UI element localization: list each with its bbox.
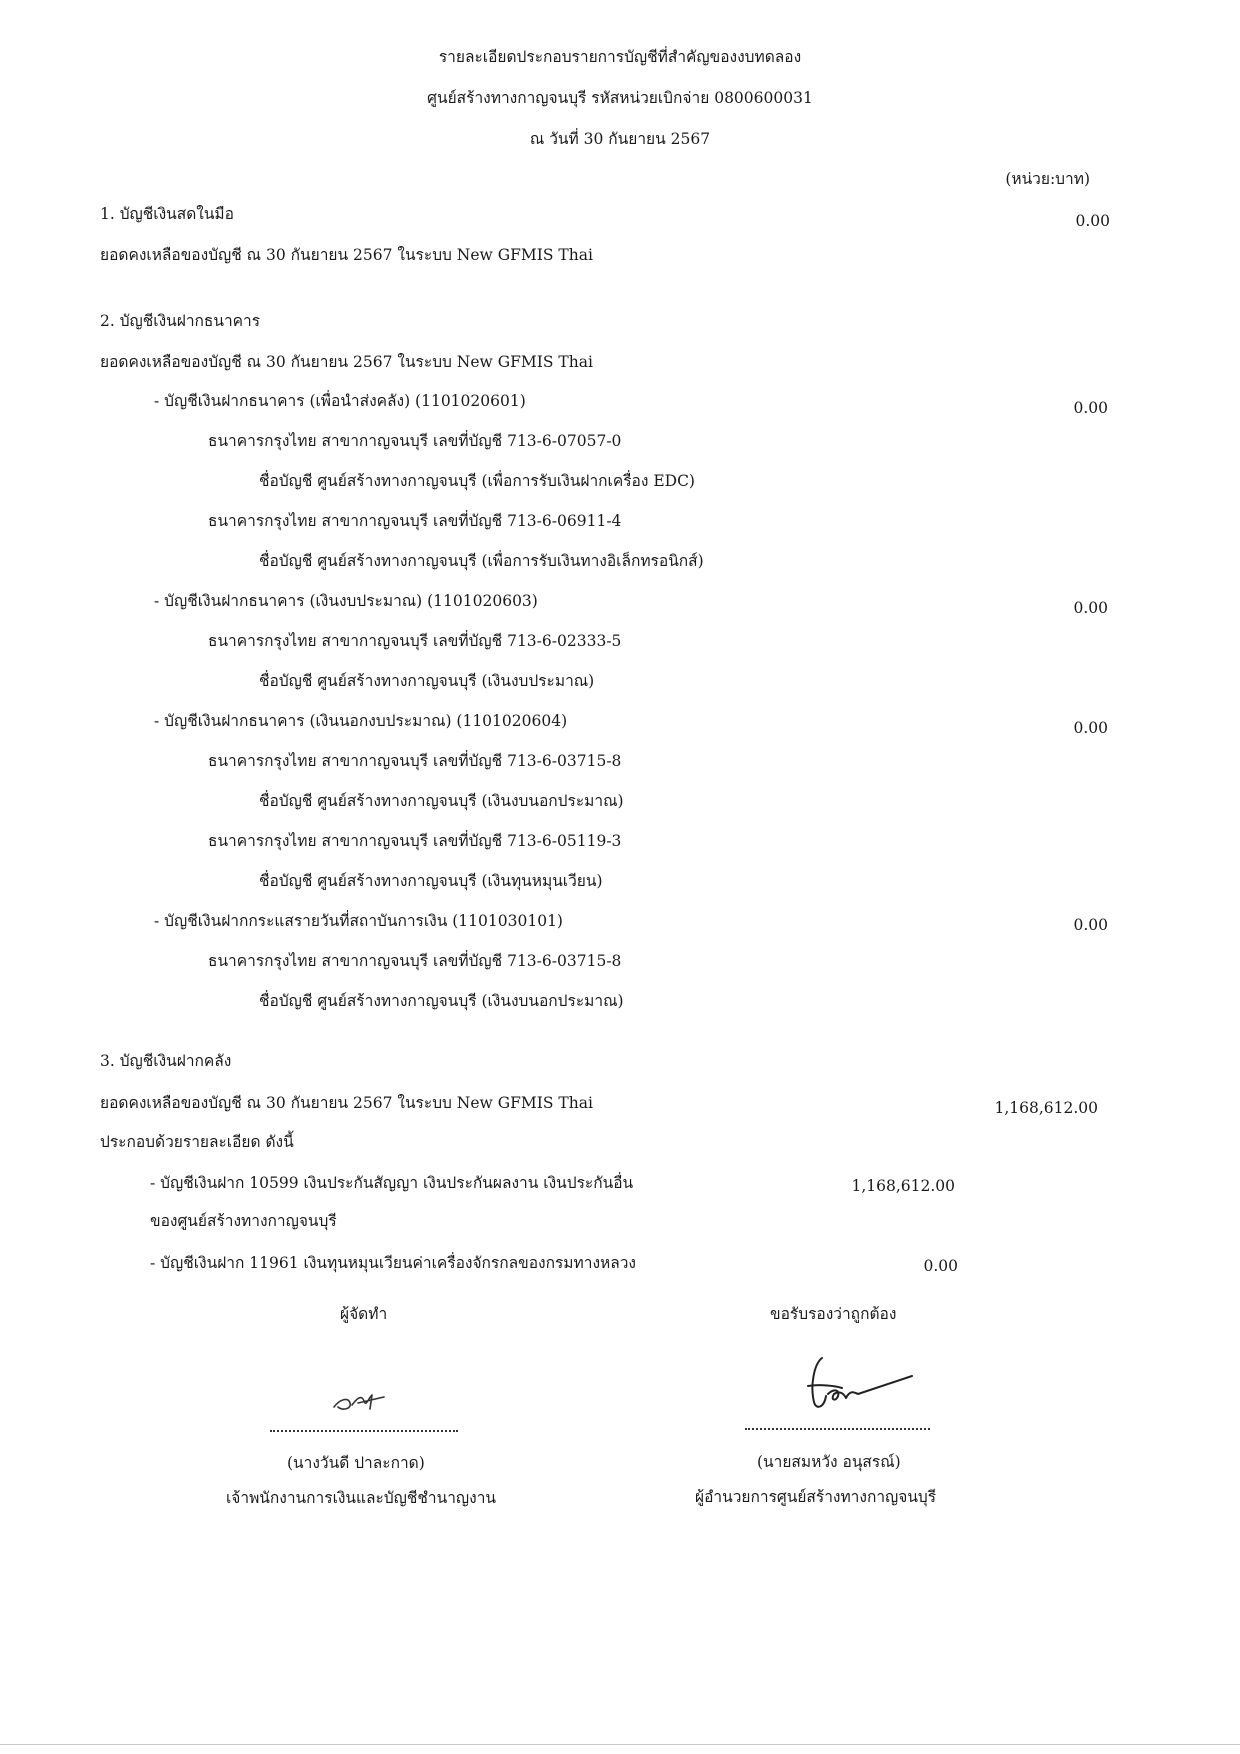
date-line: ณ วันที่ 30 กันยายน 2567 [529,130,711,148]
certifier-caption: ขอรับรองว่าถูกต้อง [770,1305,897,1323]
account-2-amount: 0.00 [1073,599,1108,617]
deposit-10599-amount: 1,168,612.00 [851,1177,955,1195]
account-1-amount: 0.00 [1073,399,1108,417]
account-3-label: - บัญชีเงินฝากธนาคาร (เงินนอกงบประมาณ) (1101020604) [154,712,568,730]
section-1-title: 1. บัญชีเงินสดในมือ [100,205,234,223]
account-2-bank-1: ธนาคารกรุงไทย สาขากาญจนบุรี เลขที่บัญชี 713-6-02333-5 [208,632,622,650]
deposit-11961-line: - บัญชีเงินฝาก 11961 เงินทุนหมุนเวียนค่าเครื่องจักรกลของกรมทางหลวง [150,1254,637,1272]
section-3-amount: 1,168,612.00 [994,1099,1098,1117]
deposit-10599-line-1: - บัญชีเงินฝาก 10599 เงินประกันสัญญา เงินประกันผลงาน เงินประกันอื่น [150,1174,634,1192]
account-1-name-1: ชื่อบัญชี ศูนย์สร้างทางกาญจนบุรี (เพื่อการรับเงินฝากเครื่อง EDC) [259,472,695,490]
account-4-amount: 0.00 [1073,916,1108,934]
account-3-amount: 0.00 [1073,719,1108,737]
section-2-title: 2. บัญชีเงินฝากธนาคาร [100,312,261,330]
certifier-position: ผู้อำนวยการศูนย์สร้างทางกาญจนบุรี [695,1488,937,1506]
preparer-name: (นางวันดี ปาละกาด) [287,1454,425,1472]
preparer-signature [328,1385,398,1421]
certifier-signature [780,1350,920,1414]
account-3-name-2: ชื่อบัญชี ศูนย์สร้างทางกาญจนบุรี (เงินทุนหมุนเวียน) [259,872,603,890]
preparer-caption: ผู้จัดทำ [340,1305,388,1323]
section-1-balance-line: ยอดคงเหลือของบัญชี ณ 30 กันยายน 2567 ในระบบ New GFMIS Thai [100,246,593,264]
section-3-balance-line: ยอดคงเหลือของบัญชี ณ 30 กันยายน 2567 ในระบบ New GFMIS Thai [100,1094,593,1112]
scan-edge [0,1744,1240,1745]
account-1-bank-1: ธนาคารกรุงไทย สาขากาญจนบุรี เลขที่บัญชี 713-6-07057-0 [208,432,622,450]
certifier-signature-line [745,1428,930,1430]
account-1-name-2: ชื่อบัญชี ศูนย์สร้างทางกาญจนบุรี (เพื่อการรับเงินทางอิเล็กทรอนิกส์) [259,552,704,570]
account-2-name-1: ชื่อบัญชี ศูนย์สร้างทางกาญจนบุรี (เงินงบประมาณ) [259,672,595,690]
deposit-10599-line-2: ของศูนย์สร้างทางกาญจนบุรี [150,1212,337,1230]
deposit-11961-amount: 0.00 [923,1257,958,1275]
document-title: รายละเอียดประกอบรายการบัญชีที่สำคัญของงบทดลอง [438,48,802,66]
section-1-amount: 0.00 [1075,212,1110,230]
organization-line: ศูนย์สร้างทางกาญจนบุรี รหัสหน่วยเบิกจ่าย 0800600031 [427,89,813,107]
account-3-name-1: ชื่อบัญชี ศูนย์สร้างทางกาญจนบุรี (เงินงบนอกประมาณ) [259,792,624,810]
account-2-label: - บัญชีเงินฝากธนาคาร (เงินงบประมาณ) (1101020603) [154,592,538,610]
certifier-name: (นายสมหวัง อนุสรณ์) [757,1453,901,1471]
account-4-bank-1: ธนาคารกรุงไทย สาขากาญจนบุรี เลขที่บัญชี 713-6-03715-8 [208,952,622,970]
account-4-name-1: ชื่อบัญชี ศูนย์สร้างทางกาญจนบุรี (เงินงบนอกประมาณ) [259,992,624,1010]
section-2-balance-line: ยอดคงเหลือของบัญชี ณ 30 กันยายน 2567 ในระบบ New GFMIS Thai [100,353,593,371]
section-3-detail-intro: ประกอบด้วยรายละเอียด ดังนี้ [100,1133,294,1151]
unit-label: (หน่วย:บาท) [1005,170,1090,188]
account-4-label: - บัญชีเงินฝากกระแสรายวันที่สถาบันการเงิน (1101030101) [154,912,563,930]
preparer-signature-line [270,1430,458,1432]
account-1-label: - บัญชีเงินฝากธนาคาร (เพื่อนำส่งคลัง) (1101020601) [154,392,526,410]
account-1-bank-2: ธนาคารกรุงไทย สาขากาญจนบุรี เลขที่บัญชี 713-6-06911-4 [208,512,622,530]
preparer-position: เจ้าพนักงานการเงินและบัญชีชำนาญงาน [226,1489,497,1507]
account-3-bank-1: ธนาคารกรุงไทย สาขากาญจนบุรี เลขที่บัญชี 713-6-03715-8 [208,752,622,770]
section-3-title: 3. บัญชีเงินฝากคลัง [100,1052,232,1070]
account-3-bank-2: ธนาคารกรุงไทย สาขากาญจนบุรี เลขที่บัญชี 713-6-05119-3 [208,832,622,850]
